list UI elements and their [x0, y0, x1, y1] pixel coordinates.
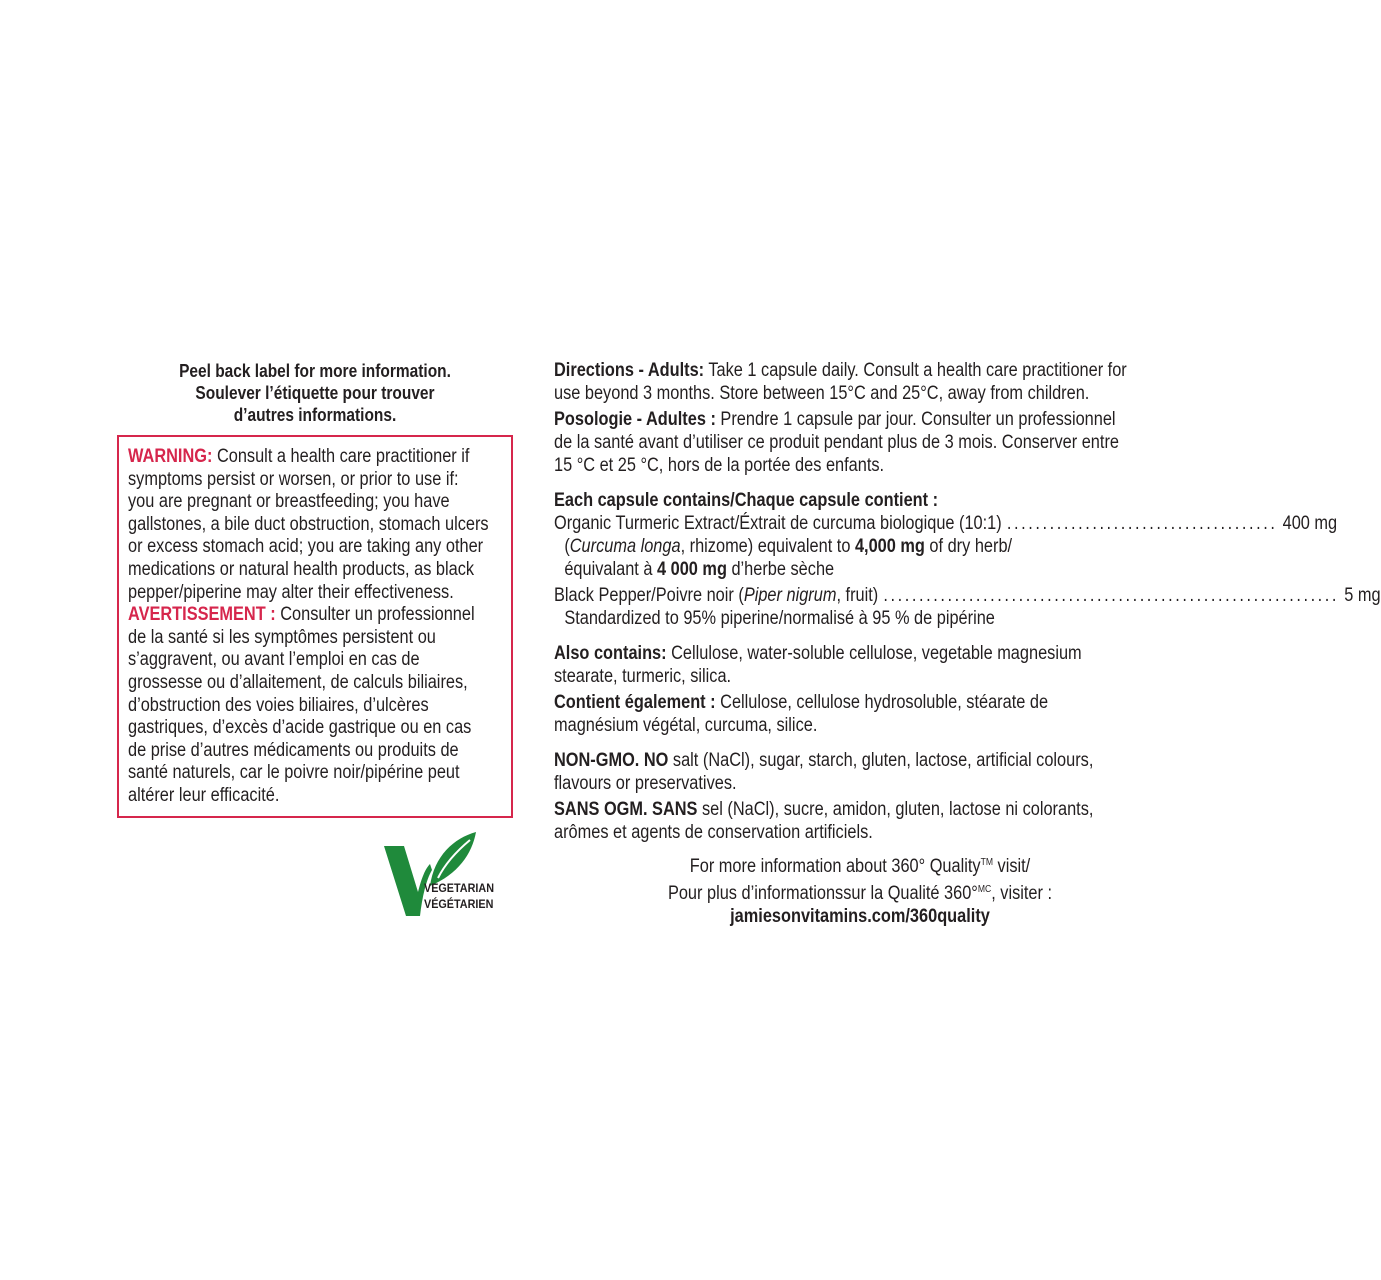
- warning-line: medications or natural health products, as black: [128, 558, 475, 580]
- avertissement-line: de la santé si les symptômes persistent ou: [128, 626, 436, 648]
- non-gmo-label: NON-GMO. NO: [554, 750, 669, 771]
- directions-line: Directions - Adults: Take 1 capsule daily. Consult a health care practitioner for: [554, 360, 1127, 381]
- warning-box: [117, 435, 513, 818]
- contient-label: Contient également :: [554, 692, 716, 713]
- vegetarian-label: [424, 880, 494, 912]
- avertissement-line: altérer leur efficacité.: [128, 784, 280, 806]
- also-contains-label: Also contains:: [554, 643, 667, 664]
- avertissement-line: gastriques, d’excès d’acide gastrique ou en cas: [128, 717, 472, 739]
- ingredients-heading: Each capsule contains/Chaque capsule contient :: [554, 490, 939, 511]
- avertissement-line: de prise d’autres médicaments ou produits de: [128, 739, 459, 761]
- warning-line: you are pregnant or breastfeeding; you have: [128, 491, 450, 513]
- vegetarian-en: VEGETARIAN: [424, 881, 495, 895]
- warning-line: WARNING: Consult a health care practitioner if: [128, 446, 470, 467]
- peel-back-notice: [115, 360, 515, 426]
- quality-line-en: For more information about 360° Quality™ visit/: [689, 856, 1031, 877]
- warning-line: gallstones, a bile duct obstruction, stomach ulcers: [128, 513, 489, 535]
- non-gmo-line: NON-GMO. NO salt (NaCl), sugar, starch, gluten, lactose, artificial colours,: [554, 750, 1094, 771]
- contient-line: Contient également : Cellulose, cellulose hydrosoluble, stéarate de: [554, 692, 1049, 713]
- contient-line: magnésium végétal, curcuma, silice.: [554, 715, 818, 736]
- avertissement-line: santé naturels, car le poivre noir/pipérine peut: [128, 762, 460, 784]
- also-contains-line: stearate, turmeric, silica.: [554, 666, 732, 687]
- posologie-line: de la santé avant d’utiliser ce produit pendant plus de 3 mois. Conserver entre: [554, 432, 1119, 453]
- quality-info: [600, 851, 1120, 928]
- product-info: [554, 359, 1381, 844]
- turmeric-amount: 400 mg: [1282, 513, 1338, 534]
- pepper-ingredient: Black Pepper/Poivre noir (Piper nigrum, fruit) ................................................................ 5 mg: [554, 585, 1381, 606]
- sans-ogm-label: SANS OGM. SANS: [554, 799, 698, 820]
- posologie-line: Posologie - Adultes : Prendre 1 capsule par jour. Consulter un professionnel: [554, 409, 1116, 430]
- peel-line-3: d’autres informations.: [233, 405, 397, 425]
- turmeric-detail-fr: équivalant à 4 000 mg d’herbe sèche: [564, 559, 835, 580]
- warning-line: symptoms persist or worsen, or prior to use if:: [128, 468, 459, 490]
- turmeric-detail: (Curcuma longa, rhizome) equivalent to 4,000 mg of dry herb/: [564, 536, 1013, 557]
- warning-content: [128, 446, 506, 808]
- avertissement-line: s’aggravent, ou avant l’emploi en cas de: [128, 649, 420, 671]
- warning-line: pepper/piperine may alter their effectiveness.: [128, 581, 454, 603]
- turmeric-name: Organic Turmeric Extract/Éxtrait de curcuma biologique (10:1): [554, 513, 1002, 534]
- sans-ogm-line: arômes et agents de conservation artificiels.: [554, 822, 873, 843]
- warning-label: WARNING:: [128, 446, 213, 467]
- quality-url-link[interactable]: jamiesonvitamins.com/360quality: [730, 906, 990, 927]
- sans-ogm-line: SANS OGM. SANS sel (NaCl), sucre, amidon, gluten, lactose ni colorants,: [554, 799, 1094, 820]
- pepper-detail: Standardized to 95% piperine/normalisé à 95 % de pipérine: [564, 608, 995, 629]
- peel-line-1: Peel back label for more information.: [179, 361, 451, 381]
- directions-label: Directions - Adults:: [554, 360, 705, 381]
- pepper-name: Black Pepper/Poivre noir (Piper nigrum, fruit): [554, 585, 879, 606]
- directions-line: use beyond 3 months. Store between 15°C and 25°C, away from children.: [554, 383, 1090, 404]
- warning-line: or excess stomach acid; you are taking any other: [128, 536, 484, 558]
- avertissement-label: AVERTISSEMENT :: [128, 604, 276, 626]
- pepper-amount: 5 mg: [1344, 585, 1381, 606]
- posologie-line: 15 °C et 25 °C, hors de la portée des enfants.: [554, 455, 885, 476]
- turmeric-ingredient: Organic Turmeric Extract/Éxtrait de curcuma biologique (10:1) ...................................... 400 mg: [554, 513, 1338, 534]
- avertissement-line: AVERTISSEMENT : Consulter un professionnel: [128, 604, 475, 626]
- peel-line-2: Soulever l’étiquette pour trouver: [195, 383, 435, 403]
- avertissement-line: grossesse ou d’allaitement, de calculs biliaires,: [128, 671, 468, 693]
- also-contains-line: Also contains: Cellulose, water-soluble cellulose, vegetable magnesium: [554, 643, 1082, 664]
- quality-line-fr: Pour plus d’informationssur la Qualité 360°$^{MC}$, visiter :: [667, 883, 1053, 904]
- avertissement-line: d’obstruction des voies biliaires, d’ulcères: [128, 694, 429, 716]
- non-gmo-line: flavours or preservatives.: [554, 773, 737, 794]
- vegetarian-fr: VÉGÉTARIEN: [424, 897, 494, 911]
- posologie-label: Posologie - Adultes :: [554, 409, 716, 430]
